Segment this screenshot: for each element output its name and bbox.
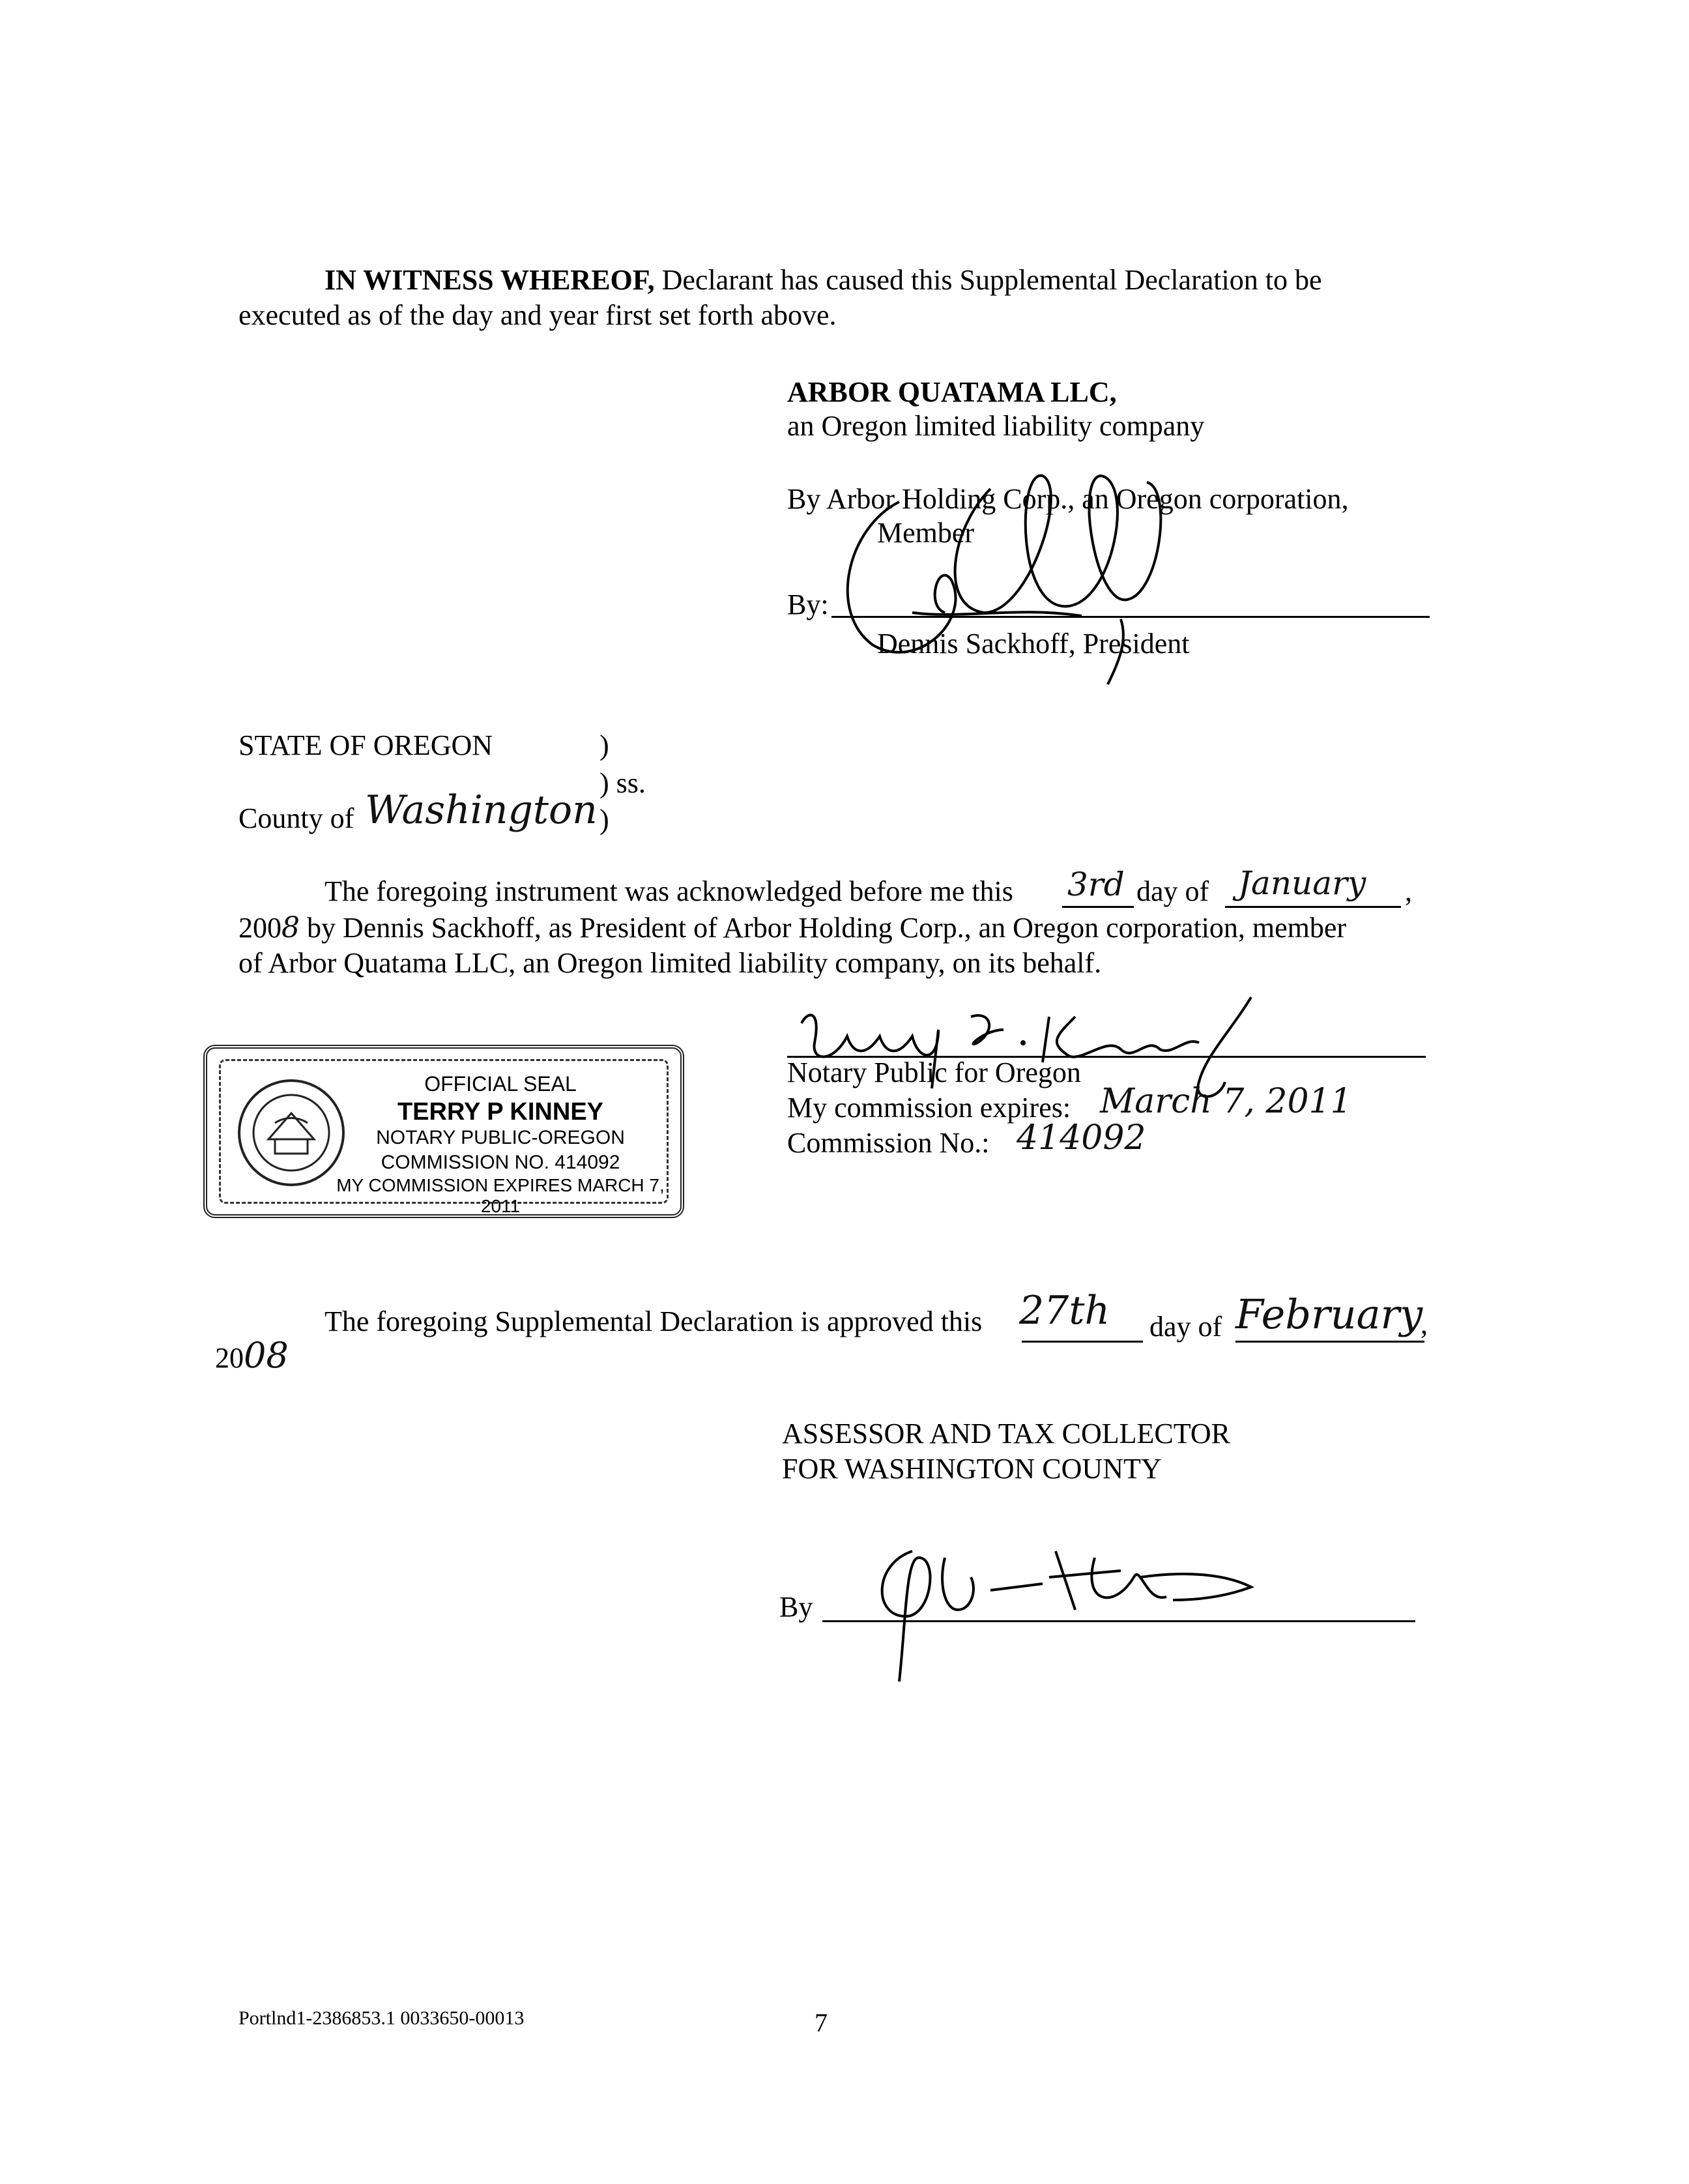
ack-month-handwritten: January [1238, 864, 1366, 902]
notary-title: Notary Public for Oregon [787, 1056, 1081, 1088]
ack-line-2-text: by Dennis Sackhoff, as President of Arbor Holding Corp., an Oregon corporation, member [307, 912, 1347, 944]
footer-doc-id: Portlnd1-2386853.1 0033650-00013 [238, 2007, 525, 2029]
witness-line-1-text: Declarant has caused this Supplemental Declaration to be [661, 264, 1322, 296]
assessor-signature [860, 1538, 1264, 1688]
ack-line-3: of Arbor Quatama LLC, an Oregon limited liability company, on its behalf. [238, 947, 1102, 979]
notary-commission-handwritten: 414092 [1017, 1118, 1146, 1158]
approval-day-handwritten: 27th [1019, 1288, 1110, 1333]
approval-text: The foregoing Supplemental Declaration is approved this [325, 1305, 983, 1337]
venue-paren-ss: ) ss. [599, 767, 646, 799]
seal-name: TERRY P KINNEY [397, 1098, 604, 1126]
approval-comma: , [1421, 1308, 1428, 1340]
member-line-2: Member [877, 517, 975, 549]
notary-commission-label: Commission No.: [787, 1127, 990, 1159]
approval-day-line [1022, 1341, 1143, 1343]
assessor-line-2: FOR WASHINGTON COUNTY [782, 1453, 1162, 1485]
notary-seal [203, 1045, 684, 1218]
venue-paren-3: ) [599, 804, 609, 836]
assessor-by-label: By [779, 1591, 813, 1623]
seal-title: OFFICIAL SEAL [424, 1072, 577, 1096]
sackhoff-signature [821, 450, 1212, 697]
seal-line-5: MY COMMISSION EXPIRES MARCH 7, 2011 [336, 1175, 665, 1216]
assessor-line-1: ASSESSOR AND TAX COLLECTOR [782, 1418, 1230, 1449]
ack-year-handwritten: 8 [282, 911, 300, 944]
member-line-1: By Arbor Holding Corp., an Oregon corporation, [787, 483, 1349, 515]
ack-day-label: day of [1136, 875, 1209, 907]
ack-month-line [1225, 906, 1401, 908]
ack-line-1: The foregoing instrument was acknowledged before me this [325, 875, 1013, 907]
company-description: an Oregon limited liability company [787, 410, 1205, 442]
approval-year-handwritten: 08 [244, 1335, 289, 1376]
ack-day-line [1062, 906, 1134, 908]
venue-paren-1: ) [599, 729, 609, 761]
ack-line-2 [238, 911, 1346, 945]
state-label: STATE OF OREGON [238, 729, 493, 761]
witness-line-2: executed as of the day and year first set forth above. [238, 299, 837, 331]
approval-month-handwritten: February [1235, 1290, 1423, 1338]
witness-line-1 [325, 263, 1321, 297]
seal-line-3: NOTARY PUBLIC-OREGON [376, 1127, 625, 1148]
oregon-state-seal-icon [236, 1077, 347, 1188]
county-handwritten: Washington [365, 787, 598, 833]
approval-month-line [1235, 1341, 1424, 1343]
ack-day-handwritten: 3rd [1067, 866, 1125, 903]
witness-heading: IN WITNESS WHEREOF, [325, 264, 655, 296]
company-signer: Dennis Sackhoff, President [877, 628, 1190, 660]
ack-comma: , [1405, 875, 1412, 907]
approval-year-printed: 20 [215, 1342, 244, 1374]
notary-expires-handwritten: March 7, 2011 [1100, 1082, 1352, 1121]
county-label: County of [238, 802, 354, 834]
notary-expires-label: My commission expires: [787, 1092, 1071, 1124]
page-number: 7 [815, 2008, 828, 2037]
approval-year [215, 1335, 289, 1376]
company-by-label: By: [787, 589, 829, 620]
ack-year-printed: 200 [238, 912, 282, 944]
seal-line-4: COMMISSION NO. 414092 [381, 1152, 620, 1173]
company-name: ARBOR QUATAMA LLC, [787, 376, 1117, 408]
approval-day-label: day of [1149, 1311, 1222, 1343]
